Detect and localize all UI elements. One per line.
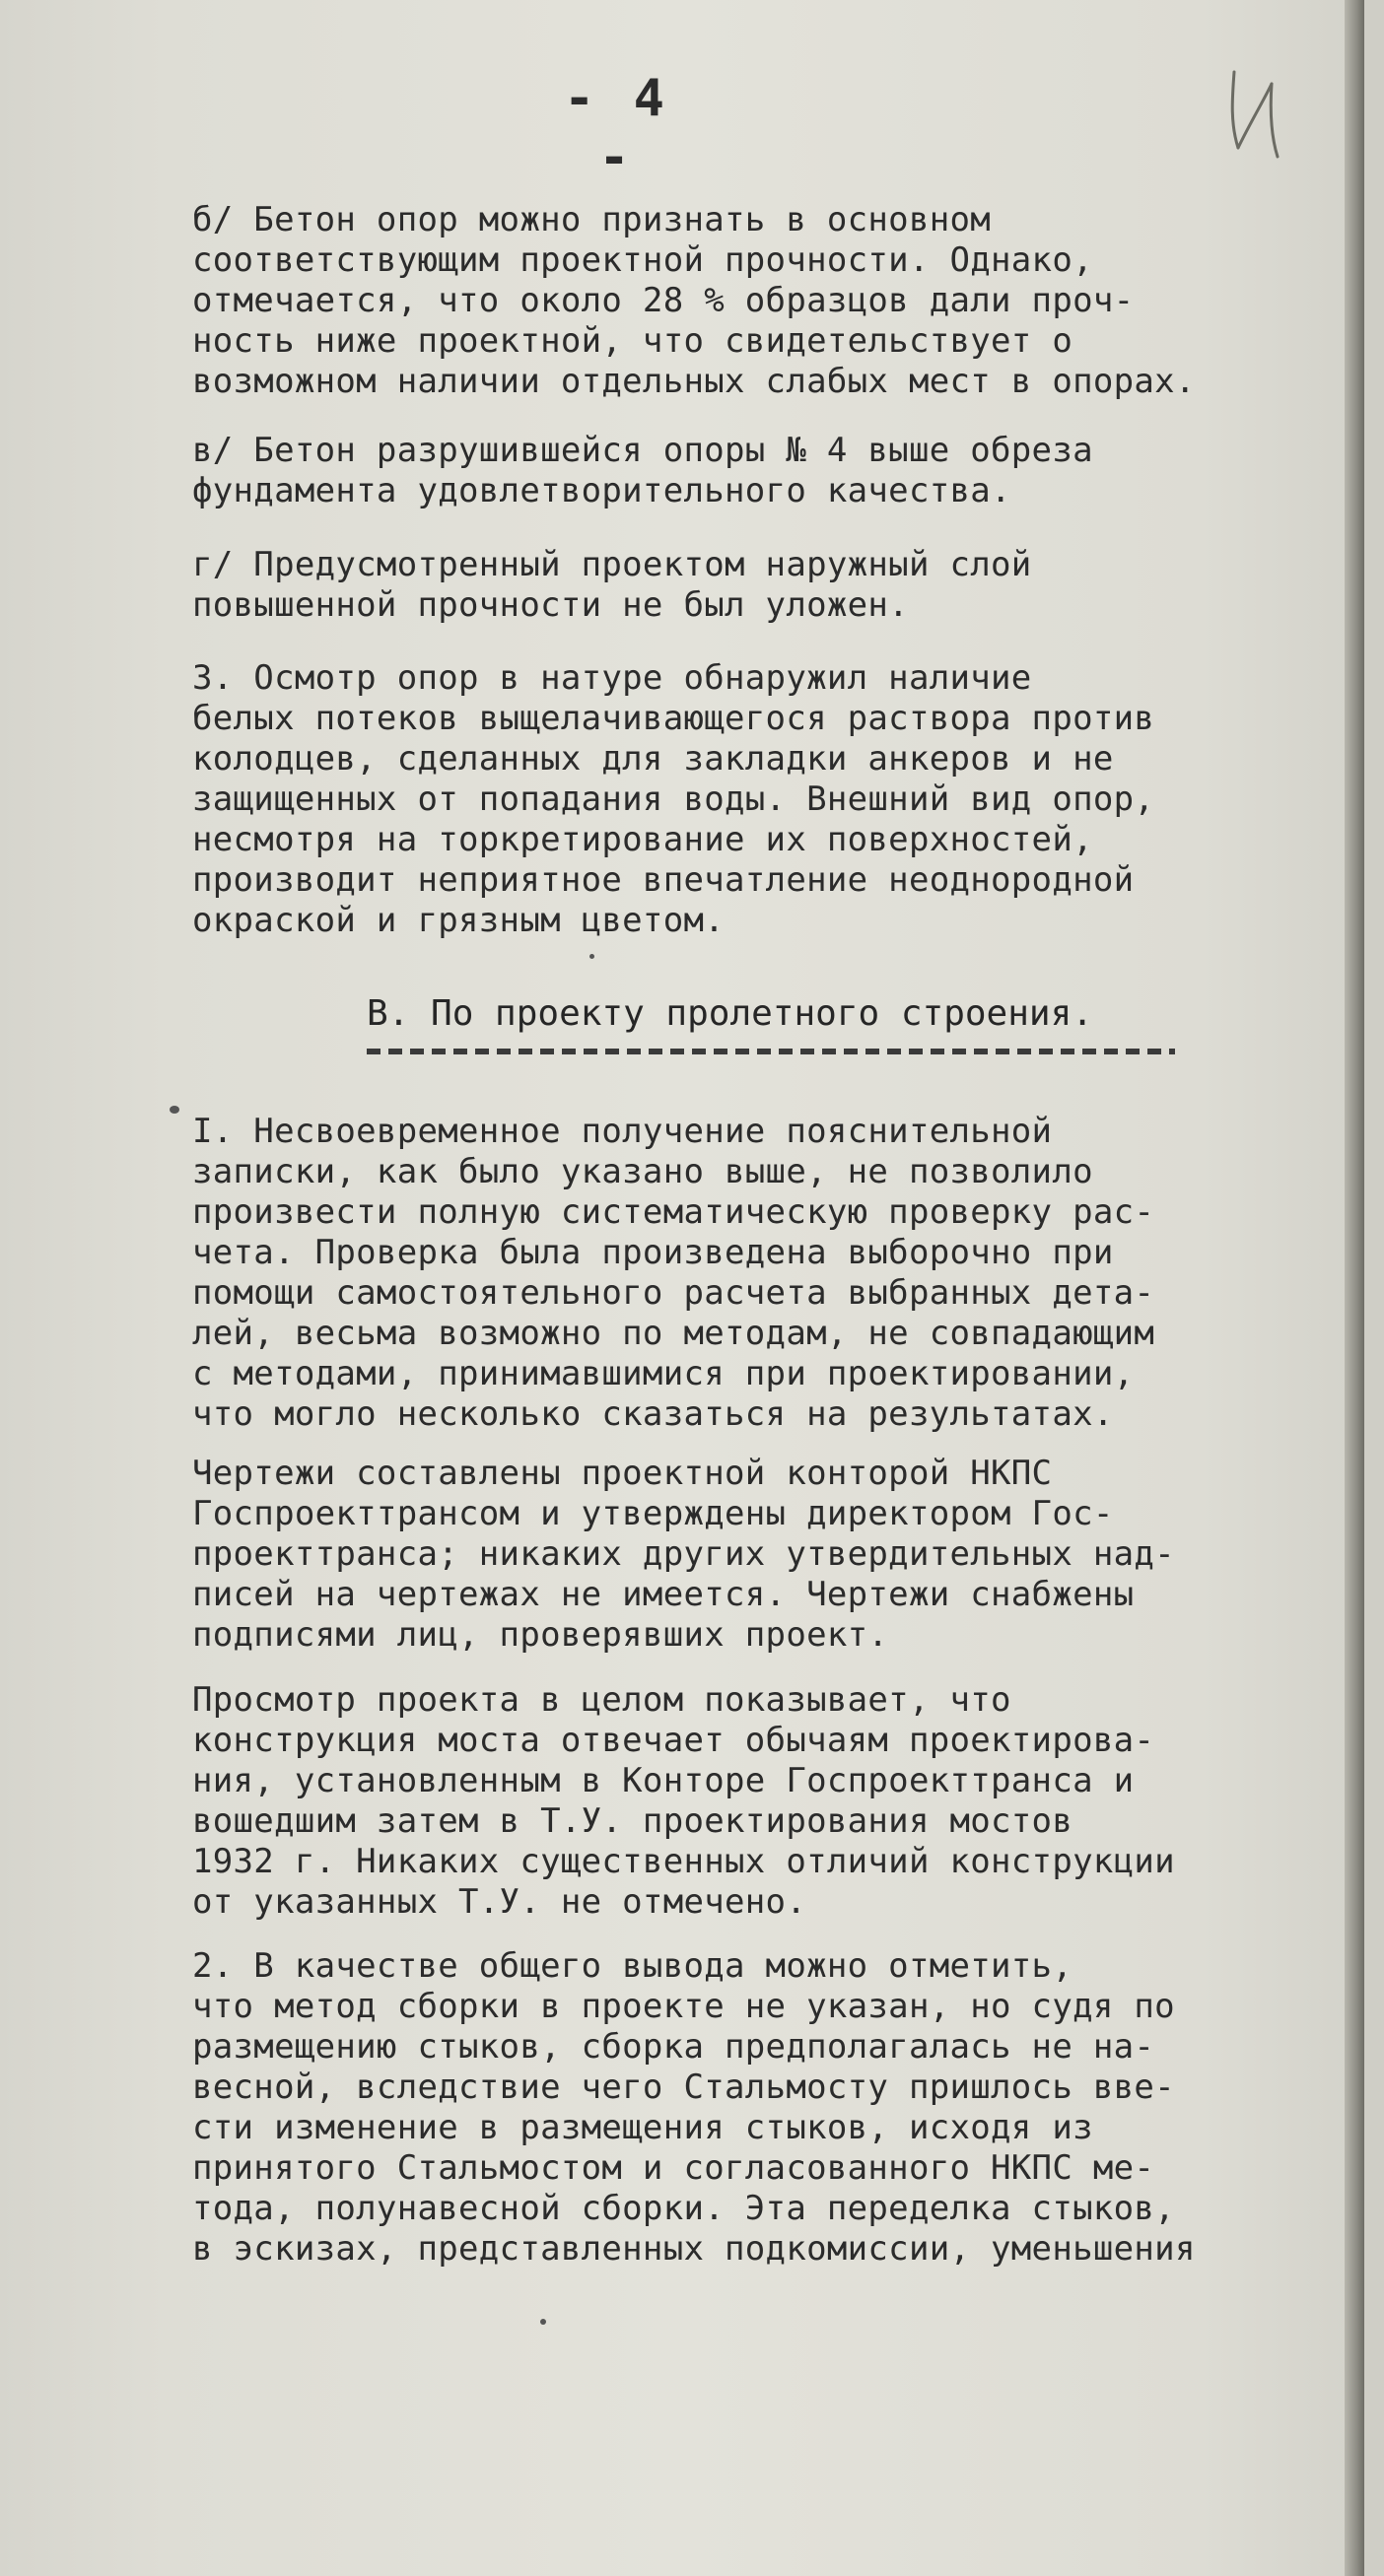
- paragraph-v: [192, 431, 1364, 511]
- text-line: производит неприятное впечатление неоднородной: [192, 860, 1135, 900]
- section-heading: В. По проекту пролетного строения.: [367, 993, 1093, 1034]
- paragraph-3: [192, 658, 1364, 941]
- text-line: весной, вследствие чего Стальмосту пришлось вве-: [192, 2068, 1175, 2107]
- text-line: защищенных от попадания воды. Внешний вид опор,: [192, 780, 1155, 819]
- text-line: помощи самостоятельного расчета выбранных дета-: [192, 1273, 1155, 1313]
- paper-speck: [540, 2319, 546, 2325]
- text-line: с методами, принимавшимися при проектировании,: [192, 1354, 1135, 1393]
- text-line: проекттранса; никаких других утвердительных над-: [192, 1534, 1175, 1574]
- text-line: произвести полную систематическую проверку рас-: [192, 1192, 1155, 1232]
- text-line: повышенной прочности не был уложен.: [192, 585, 909, 625]
- text-line: возможном наличии отдельных слабых мест в опорах.: [192, 362, 1196, 401]
- text-line: несмотря на торкретирование их поверхностей,: [192, 820, 1093, 859]
- paragraph-g: [192, 545, 1364, 626]
- handwritten-page-mark: [1220, 54, 1299, 163]
- text-line: чета. Проверка была произведена выборочно при: [192, 1233, 1114, 1272]
- text-line: записки, как было указано выше, не позволило: [192, 1152, 1093, 1191]
- text-line: I. Несвоевременное получение пояснительной: [192, 1112, 1053, 1151]
- text-line: Чертежи составлены проектной конторой НКПС: [192, 1454, 1053, 1493]
- text-line: вошедшим затем в Т.У. проектирования мостов: [192, 1801, 1073, 1841]
- paragraph-1: [192, 1112, 1364, 1435]
- text-line: подписями лиц, проверявших проект.: [192, 1615, 889, 1655]
- text-line: размещению стыков, сборка предполагалась не на-: [192, 2027, 1155, 2067]
- text-line: г/ Предусмотренный проектом наружный слой: [192, 545, 1032, 584]
- text-line: белых потеков выщелачивающегося раствора против: [192, 699, 1155, 738]
- text-line: отмечается, что около 28 % образцов дали проч-: [192, 281, 1135, 320]
- text-line: в эскизах, представленных подкомиссии, уменьшения: [192, 2229, 1196, 2269]
- text-line: сти изменение в размещения стыков, исходя из: [192, 2108, 1093, 2147]
- text-line: от указанных Т.У. не отмечено.: [192, 1882, 807, 1922]
- text-line: писей на чертежах не имеется. Чертежи снабжены: [192, 1575, 1135, 1614]
- text-line: фундамента удовлетворительного качества.: [192, 471, 1011, 510]
- page-number: - 4 -: [564, 69, 668, 187]
- text-line: б/ Бетон опор можно признать в основном: [192, 200, 992, 239]
- paper-speck: [589, 954, 594, 959]
- text-line: 1932 г. Никаких существенных отличий конструкции: [192, 1842, 1175, 1881]
- text-line: Просмотр проекта в целом показывает, что: [192, 1680, 1011, 1720]
- text-line: лей, весьма возможно по методам, не совпадающим: [192, 1314, 1155, 1353]
- text-line: Госпроекттрансом и утверждены директором Гос-: [192, 1494, 1114, 1533]
- text-line: ность ниже проектной, что свидетельствует о: [192, 321, 1073, 361]
- paragraph-review: [192, 1680, 1364, 1923]
- heading-underline: [367, 1049, 1175, 1054]
- paragraph-2: [192, 1946, 1364, 2270]
- text-line: что могло несколько сказаться на результатах.: [192, 1394, 1114, 1434]
- text-line: соответствующим проектной прочности. Однако,: [192, 240, 1093, 280]
- text-line: в/ Бетон разрушившейся опоры № 4 выше обреза: [192, 431, 1093, 470]
- paragraph-drawings: [192, 1454, 1364, 1656]
- text-line: окраской и грязным цветом.: [192, 901, 726, 940]
- text-line: принятого Стальмостом и согласованного НКПС ме-: [192, 2148, 1155, 2188]
- text-line: конструкция моста отвечает обычаям проектирова-: [192, 1721, 1155, 1760]
- paper-speck: [170, 1106, 179, 1114]
- text-line: 2. В качестве общего вывода можно отметить,: [192, 1946, 1073, 1986]
- text-line: колодцев, сделанных для закладки анкеров и не: [192, 739, 1114, 779]
- text-line: ния, установленным в Конторе Госпроекттранса и: [192, 1761, 1135, 1800]
- text-line: тода, полунавесной сборки. Эта переделка стыков,: [192, 2189, 1175, 2228]
- text-line: что метод сборки в проекте не указан, но судя по: [192, 1987, 1175, 2026]
- text-line: 3. Осмотр опор в натуре обнаружил наличие: [192, 658, 1032, 698]
- paragraph-b: [192, 200, 1364, 402]
